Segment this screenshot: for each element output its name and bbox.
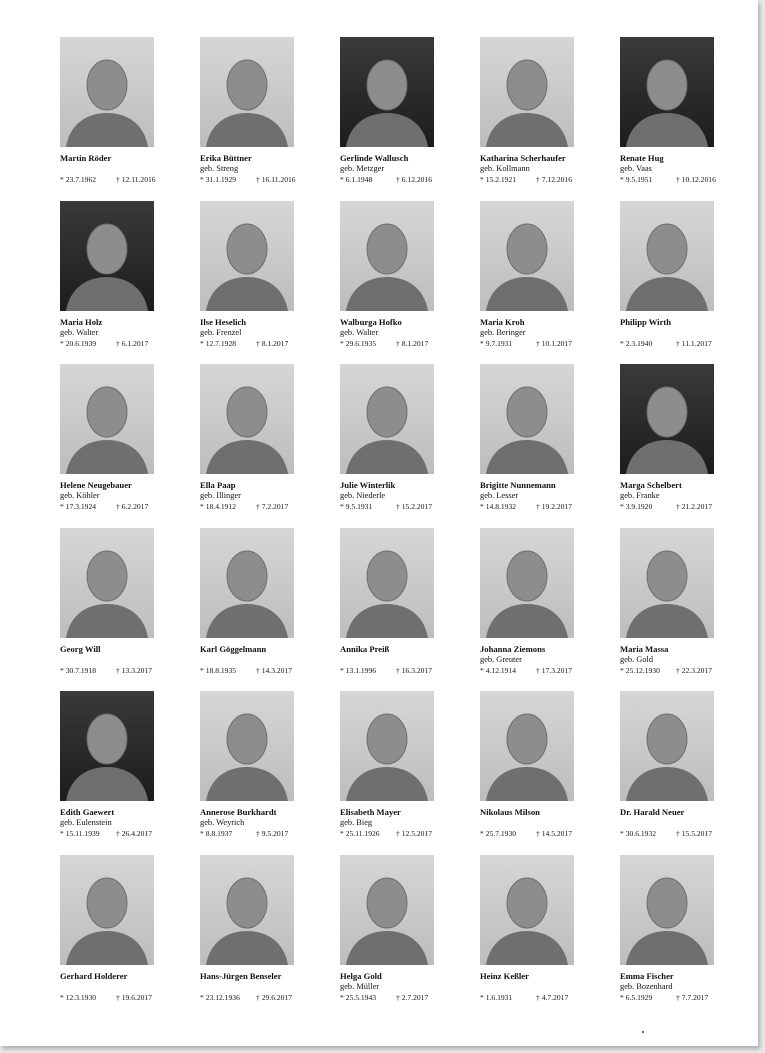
death-date: † 6.12.2016 [396,175,433,184]
portrait-silhouette-icon [480,37,574,147]
birth-date: * 15.2.1921 [480,175,517,184]
death-date: † 6.1.2017 [116,338,149,348]
death-date: † 4.7.2017 [536,992,569,1002]
life-dates [620,502,740,511]
portrait-silhouette-icon [200,691,294,801]
death-date: † 7.12.2016 [536,175,573,184]
death-date: † 9.5.2017 [256,829,289,839]
obituary-entry [620,691,714,854]
death-date: † 22.3.2017 [676,665,713,675]
obituary-entry [200,691,294,854]
death-date: † 11.1.2017 [676,338,712,348]
birth-date: * 9.5.1951 [620,175,653,184]
life-dates [60,829,180,838]
death-date: † 13.3.2017 [116,665,153,675]
maiden-name: geb. Streng [200,164,239,173]
life-dates [620,175,740,184]
portrait-photo [480,364,574,474]
portrait-photo [60,201,154,311]
birth-date: * 6.1.1948 [340,175,373,184]
death-date: † 19.2.2017 [536,502,573,512]
birth-date: * 31.1.1929 [200,175,237,184]
obituary-entry [60,37,154,200]
life-dates [340,666,460,675]
portrait-photo [620,691,714,801]
person-name: Martin Röder [60,153,112,163]
birth-date: * 25.7.1930 [480,829,517,839]
maiden-name: geb. Niederle [340,491,386,501]
portrait-silhouette-icon [480,364,574,474]
obituary-entry [60,364,154,527]
portrait-silhouette-icon [620,691,714,801]
obituary-entry [620,528,714,691]
life-dates [200,666,320,675]
person-name: Julie Winterlik [340,480,396,491]
obituary-entry [60,201,154,364]
obituary-entry [200,855,294,1018]
person-name: Georg Will [60,643,101,654]
life-dates [340,339,460,348]
death-date: † 10.1.2017 [536,338,573,348]
person-name: Maria Kroh [480,316,525,327]
person-name: Ella Paap [200,480,236,491]
death-date: † 21.2.2017 [676,502,713,512]
portrait-silhouette-icon [60,364,154,474]
maiden-name [620,327,714,338]
person-name: Erika Büttner [200,153,252,163]
maiden-name: geb. Metzger [340,164,385,173]
portrait-silhouette-icon [60,691,154,801]
obituary-entry [200,364,294,527]
life-dates [480,175,600,184]
death-date: † 17.3.2017 [536,665,573,675]
life-dates [480,339,600,348]
maiden-name: geb. Köhler [60,491,100,501]
portrait-silhouette-icon [200,528,294,638]
person-name: Walburga Hofko [340,316,402,327]
death-date: † 8.1.2017 [256,338,289,348]
maiden-name [60,654,154,665]
life-dates [620,993,740,1002]
life-dates [480,829,600,838]
death-date: † 16.3.2017 [396,665,433,675]
life-dates [60,993,180,1002]
maiden-name: geb. Gold [620,654,654,664]
maiden-name [60,981,154,992]
death-date: † 16.11.2016 [256,175,296,184]
portrait-silhouette-icon [620,201,714,311]
person-name: Nikolaus Milson [480,807,540,818]
death-date: † 7.7.2017 [676,992,709,1002]
birth-date: * 30.7.1918 [60,665,97,675]
obituary-entry [480,528,574,691]
portrait-photo [60,364,154,474]
life-dates [480,993,600,1002]
obituary-entry [200,201,294,364]
person-name: Elisabeth Mayer [340,807,401,818]
obituary-entry [620,37,714,200]
obituary-entry [340,364,434,527]
death-date: † 26.4.2017 [116,829,153,839]
obituary-entry [480,691,574,854]
portrait-photo [340,201,434,311]
life-dates [60,175,180,184]
maiden-name: geb. Eulenstein [60,818,112,828]
portrait-silhouette-icon [340,364,434,474]
obituary-entry [620,364,714,527]
maiden-name: geb. Vaas [620,164,652,173]
life-dates [200,829,320,838]
life-dates [200,993,320,1002]
portrait-silhouette-icon [340,37,434,147]
life-dates [620,666,740,675]
portrait-photo [480,691,574,801]
birth-date: * 25.11.1926 [340,829,380,839]
life-dates [200,339,320,348]
portrait-photo [340,364,434,474]
life-dates [340,829,460,838]
person-name: Emma Fischer [620,970,674,981]
birth-date: * 18.4.1912 [200,502,237,512]
person-name: Hans-Jürgen Benseler [200,970,282,981]
person-name: Renate Hug [620,153,664,163]
birth-date: * 9.7.1931 [480,338,513,348]
person-name: Annerose Burkhardt [200,807,277,818]
person-name: Annika Preiß [340,643,390,654]
portrait-photo [200,855,294,965]
maiden-name [480,981,574,992]
life-dates [480,666,600,675]
portrait-silhouette-icon [480,201,574,311]
maiden-name: geb. Lesser [480,491,519,501]
obituary-entry [480,855,574,1018]
birth-date: * 30.6.1932 [620,829,657,839]
obituary-entry [340,691,434,854]
birth-date: * 1.6.1931 [480,992,513,1002]
person-name: Gerhard Holderer [60,970,128,981]
maiden-name [340,654,434,665]
death-date: † 15.2.2017 [396,502,433,512]
birth-date: * 2.3.1940 [620,338,653,348]
portrait-photo [200,364,294,474]
portrait-photo [620,528,714,638]
obituary-entry [340,201,434,364]
portrait-silhouette-icon [340,855,434,965]
maiden-name: geb. Greuter [480,654,522,664]
life-dates [200,502,320,511]
death-date: † 2.7.2017 [396,992,429,1002]
obituary-entry [620,201,714,364]
birth-date: * 23.7.1962 [60,175,97,184]
portrait-silhouette-icon [480,855,574,965]
maiden-name: geb. Bozenhard [620,981,673,991]
death-date: † 14.5.2017 [536,829,573,839]
person-name: Heinz Keßler [480,970,529,981]
portrait-photo [340,37,434,147]
person-name: Gerlinde Wallusch [340,153,409,163]
maiden-name [200,654,294,665]
portrait-silhouette-icon [620,855,714,965]
death-date: † 29.6.2017 [256,992,293,1002]
death-date: † 12.5.2017 [396,829,433,839]
portrait-photo [60,37,154,147]
maiden-name: geb. Franke [620,491,660,501]
portrait-silhouette-icon [60,528,154,638]
death-date: † 8.1.2017 [396,338,429,348]
life-dates [60,502,180,511]
obituary-entry [200,528,294,691]
portrait-photo [480,37,574,147]
obituary-entry [60,691,154,854]
life-dates [60,666,180,675]
birth-date: * 4.12.1914 [480,665,517,675]
obituary-entry [200,37,294,200]
death-date: † 7.2.2017 [256,502,289,512]
maiden-name [480,817,574,828]
portrait-photo [60,691,154,801]
death-date: † 6.2.2017 [116,502,149,512]
portrait-silhouette-icon [620,37,714,147]
maiden-name: geb. Frenzel [200,327,242,337]
birth-date: * 9.5.1931 [340,502,373,512]
page-dot [642,1031,644,1033]
maiden-name: geb. Müller [340,981,380,991]
person-name: Helga Gold [340,970,382,981]
obituary-entry [60,855,154,1018]
maiden-name: geb. Walter [60,327,99,337]
life-dates [620,339,740,348]
obituary-entry [340,855,434,1018]
portrait-photo [200,37,294,147]
portrait-silhouette-icon [60,201,154,311]
birth-date: * 3.9.1920 [620,502,653,512]
portrait-photo [480,201,574,311]
portrait-silhouette-icon [200,855,294,965]
birth-date: * 13.1.1996 [340,665,377,675]
portrait-silhouette-icon [200,37,294,147]
birth-date: * 17.3.1924 [60,502,97,512]
obituary-entry [480,37,574,200]
portrait-silhouette-icon [480,691,574,801]
portrait-photo [340,528,434,638]
birth-date: * 18.8.1935 [200,665,237,675]
life-dates [60,339,180,348]
portrait-photo [620,37,714,147]
obituary-entry [60,528,154,691]
life-dates [340,175,460,184]
person-name: Edith Gaewert [60,807,115,818]
portrait-photo [60,528,154,638]
person-name: Dr. Harald Neuer [620,807,685,818]
maiden-name [60,163,154,174]
person-name: Ilse Heselich [200,316,247,327]
birth-date: * 8.8.1937 [200,829,233,839]
person-name: Brigitte Nunnemann [480,480,556,491]
life-dates [620,829,740,838]
death-date: † 12.11.2016 [116,175,156,184]
birth-date: * 29.6.1935 [340,338,377,348]
portrait-photo [620,855,714,965]
birth-date: * 14.8.1932 [480,502,517,512]
portrait-silhouette-icon [340,691,434,801]
portrait-silhouette-icon [340,201,434,311]
maiden-name: geb. Beringer [480,327,526,337]
portrait-photo [620,364,714,474]
maiden-name [620,817,714,828]
portrait-silhouette-icon [200,364,294,474]
birth-date: * 12.7.1928 [200,338,237,348]
obituary-entry [340,528,434,691]
maiden-name [200,981,294,992]
person-name: Marga Schelbert [620,480,682,491]
person-name: Katharina Scherhaufer [480,153,566,163]
death-date: † 14.3.2017 [256,665,293,675]
portrait-silhouette-icon [480,528,574,638]
portrait-silhouette-icon [200,201,294,311]
obituary-entry [480,201,574,364]
birth-date: * 25.5.1943 [340,992,377,1002]
portrait-photo [340,855,434,965]
portrait-photo [620,201,714,311]
maiden-name: geb. Illinger [200,491,241,501]
person-name: Maria Holz [60,316,103,327]
death-date: † 19.6.2017 [116,992,153,1002]
portrait-photo [200,201,294,311]
obituary-entry [480,364,574,527]
person-name: Philipp Wirth [620,316,672,327]
birth-date: * 23.12.1936 [200,992,240,1002]
portrait-photo [340,691,434,801]
birth-date: * 25.12.1930 [620,665,660,675]
portrait-photo [480,855,574,965]
portrait-silhouette-icon [60,37,154,147]
maiden-name: geb. Weyrich [200,818,245,828]
portrait-silhouette-icon [340,528,434,638]
life-dates [340,993,460,1002]
portrait-photo [480,528,574,638]
death-date: † 10.12.2016 [676,175,716,184]
portrait-photo [200,528,294,638]
portrait-photo [200,691,294,801]
birth-date: * 20.6.1939 [60,338,97,348]
obituary-entry [620,855,714,1018]
death-date: † 15.5.2017 [676,829,713,839]
portrait-silhouette-icon [620,528,714,638]
person-name: Karl Göggelmann [200,643,267,654]
birth-date: * 15.11.1939 [60,829,100,839]
life-dates [480,502,600,511]
maiden-name: geb. Walter [340,327,379,337]
person-name: Maria Massa [620,643,669,654]
maiden-name: geb. Kollmann [480,164,530,173]
portrait-silhouette-icon [620,364,714,474]
portrait-grid [60,37,714,1019]
life-dates [340,502,460,511]
person-name: Helene Neugebauer [60,480,132,491]
birth-date: * 6.5.1929 [620,992,653,1002]
person-name: Johanna Ziemons [480,643,546,654]
obituary-entry [340,37,434,200]
birth-date: * 12.3.1930 [60,992,97,1002]
portrait-silhouette-icon [60,855,154,965]
portrait-photo [60,855,154,965]
maiden-name: geb. Bieg [340,818,373,828]
life-dates [200,175,320,184]
